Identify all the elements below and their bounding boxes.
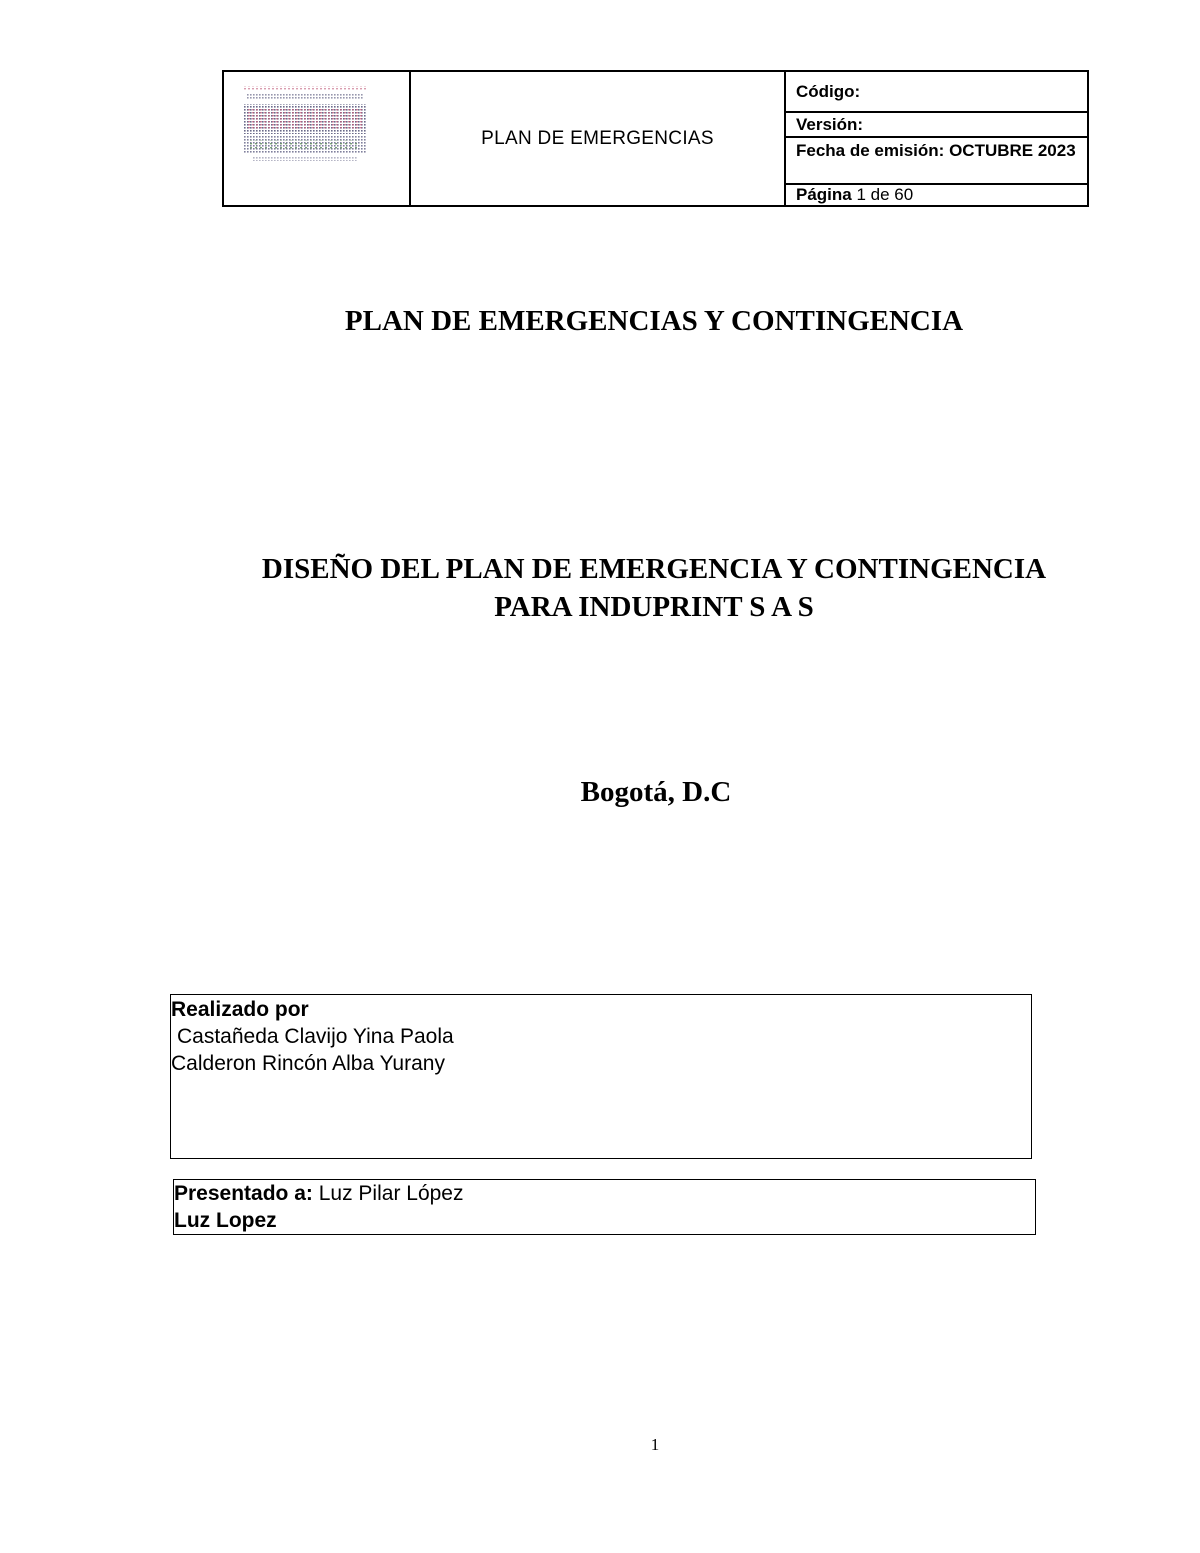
presentado-signature: Luz Lopez [174, 1209, 277, 1232]
header-title: PLAN DE EMERGENCIAS [411, 72, 786, 205]
page-field [786, 185, 1087, 205]
presentado-value: Luz Pilar López [318, 1182, 464, 1205]
author-2: Calderon Rincón Alba Yurany [171, 1052, 445, 1075]
author-1: Castañeda Clavijo Yina Paola [177, 1025, 454, 1048]
version-field [786, 113, 1087, 138]
company-logo-icon [244, 82, 366, 166]
issue-date-field [786, 138, 1087, 185]
main-title: PLAN DE EMERGENCIAS Y CONTINGENCIA [344, 305, 964, 337]
city-label: Bogotá, D.C [580, 776, 732, 808]
page-label: Página [796, 185, 852, 204]
document-subtitle [200, 550, 1108, 626]
issue-date-value: OCTUBRE 2023 [949, 141, 1076, 160]
presentado-box [173, 1179, 1036, 1235]
code-label: Código: [796, 81, 861, 101]
code-field [786, 72, 1087, 113]
page-number: 1 [650, 1435, 660, 1454]
header-meta [786, 72, 1087, 205]
subtitle-line-1: DISEÑO DEL PLAN DE EMERGENCIA Y CONTINGENCIA [261, 553, 1047, 585]
realizado-label: Realizado por [171, 998, 309, 1021]
page-value: 1 de 60 [856, 185, 914, 204]
realizado-box [170, 994, 1032, 1159]
presentado-label: Presentado a: [174, 1182, 313, 1205]
logo-cell [224, 72, 411, 205]
document-header-table [222, 70, 1089, 207]
version-label: Versión: [796, 114, 864, 134]
issue-date-label: Fecha de emisión: [796, 141, 945, 160]
subtitle-line-2: PARA INDUPRINT S A S [494, 591, 814, 623]
